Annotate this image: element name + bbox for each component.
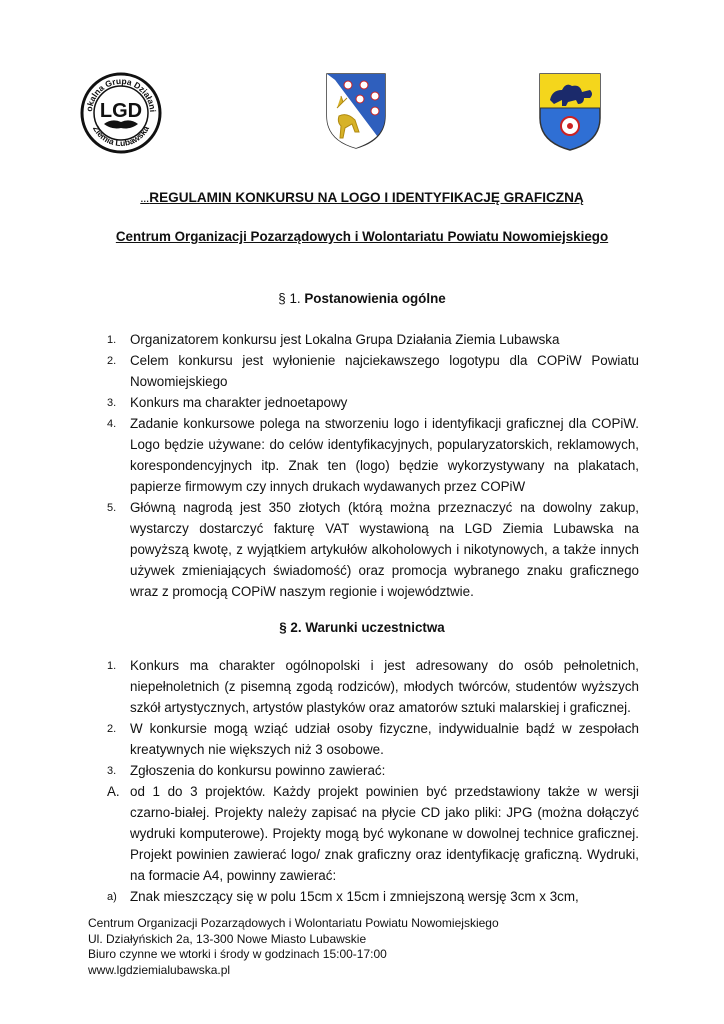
title-prefix: …: [140, 194, 150, 204]
footer-address: Ul. Działyńskich 2a, 13-300 Nowe Miasto Lubawskie: [88, 931, 367, 946]
document-subtitle: Centrum Organizacji Pozarządowych i Wolontariatu Powiatu Nowomiejskiego: [115, 229, 609, 244]
section-1-list: [107, 329, 639, 602]
list-item: 3. Zgłoszenia do konkursu powinno zawierać:: [107, 763, 386, 778]
list-item: 3. Konkurs ma charakter jednoetapowy: [107, 395, 348, 410]
list-item: 4. Zadanie konkursowe polega na stworzeniu logo i identyfikacji graficznej dla COPiW. Logo będzie używane: do celów identyfikacyjnych, popularyzatorskich, reklamowych, korespondencyjnych itp. Znak ten (logo) będzie wykorzystywany na plakatach, papierze firmowym czy innych drukach wydawanych przez COPiW: [107, 416, 639, 494]
coat-of-arms-lion: [538, 72, 602, 152]
footer-org-name: Centrum Organizacji Pozarządowych i Wolontariatu Powiatu Nowomiejskiego: [88, 916, 499, 930]
document-title: [0, 190, 724, 205]
coat-of-arms-county: [325, 72, 387, 150]
list-item: 2. Celem konkursu jest wyłonienie najciekawszego logotypu dla COPiW Powiatu Nowomiejskiego: [107, 353, 639, 389]
lgd-logo-text-bottom: Ziemia Lubawska: [90, 124, 151, 149]
list-item: 1. Konkurs ma charakter ogólnopolski i jest adresowany do osób pełnoletnich, niepełnoletnich (z pisemną zgodą rodziców), młodych twórców, studentów wyższych szkół artystycznych, artystów plastyków oraz amatorów sztuki malarskiej i graficznej.: [107, 658, 639, 715]
section-1-title: Postanowienia ogólne: [300, 291, 446, 306]
list-item: 1. Organizatorem konkursu jest Lokalna Grupa Działania Ziemia Lubawska: [107, 332, 560, 347]
footer: [88, 916, 499, 978]
list-item: 5. Główną nagrodą jest 350 złotych (którą można przeznaczyć na dowolny zakup, wystarczy dostarczyć fakturę VAT wystawioną na LGD Ziemia Lubawska na powyższą kwotę, z wyjątkiem artykułów alkoholowych i nikotynowych, a także innych używek zmieniających świadomość) oraz promocja wybranego znaku graficznego wraz z promocją COPiW naszym regionie i województwie.: [107, 500, 639, 599]
footer-website: www.lgdziemialubawska.pl: [88, 962, 231, 977]
list-item: A. od 1 do 3 projektów. Każdy projekt powinien być przedstawiony także w wersji czarno-białej. Projekty należy zapisać na płycie CD jako pliki: JPG (można dołączyć wydruki komputerowe). Projekty mogą być wykonane w dowolnej technice graficznej. Projekt powinien zawierać logo/ znak graficzny oraz identyfikację graficzną. Wydruki, na formacie A4, powinny zawierać:: [107, 784, 639, 883]
list-item: 2. W konkursie mogą wziąć udział osoby fizyczne, indywidualnie bądź w zespołach kreatywnych nie większych niż 3 osobowe.: [107, 721, 639, 757]
section-2-heading: § 2. Warunki uczestnictwa: [279, 620, 445, 635]
section-1-symbol: § 1.: [278, 291, 301, 306]
lgd-logo: [80, 72, 162, 154]
footer-hours: Biuro czynne we wtorki i środy w godzinach 15:00-17:00: [88, 947, 387, 961]
section-1-heading: [0, 291, 724, 306]
section-2-list: [107, 655, 639, 907]
lgd-logo-text-top: okalna Grupa Działani: [83, 75, 158, 113]
title-text: REGULAMIN KONKURSU NA LOGO I IDENTYFIKACJĘ GRAFICZNĄ: [149, 190, 584, 205]
lgd-logo-text-center: LGD: [99, 100, 143, 122]
list-item: a) Znak mieszczący się w polu 15cm x 15cm i zmniejszoną wersję 3cm x 3cm,: [107, 889, 579, 904]
